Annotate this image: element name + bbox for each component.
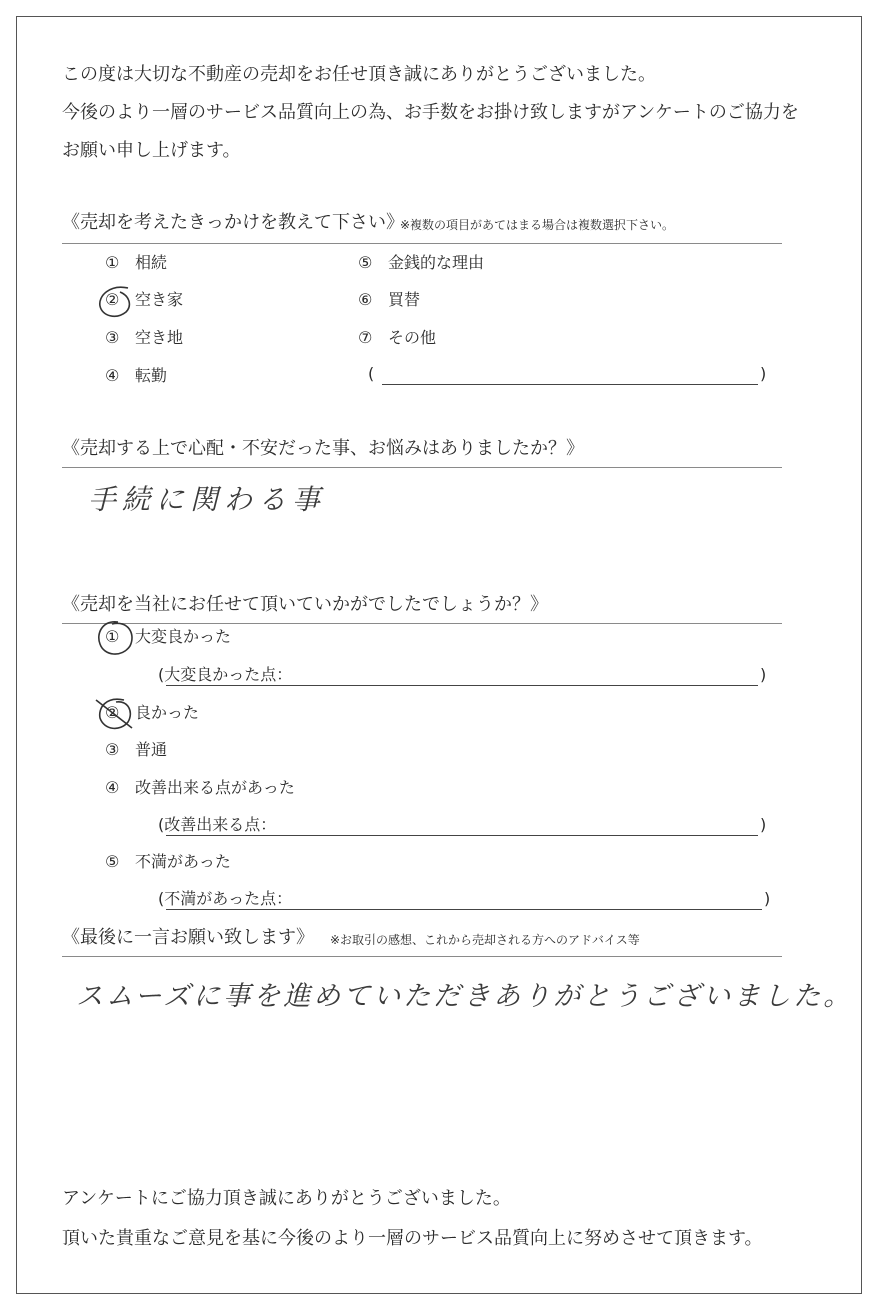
q3-rule: [62, 623, 782, 624]
q1-option-6[interactable]: ⑥ 買替: [358, 290, 421, 309]
q3-option-1-field[interactable]: [166, 685, 758, 686]
q1-title: 《売却を考えたきっかけを教えて下さい》: [62, 212, 404, 233]
outro-line-2: 頂いた貴重なご意見を基に今後のより一層のサービス品質向上に努めさせて頂きます。: [62, 1228, 763, 1249]
q3-option-1-detail: (大変良かった点：: [158, 665, 293, 684]
q2-rule: [62, 467, 782, 468]
q1-option-5[interactable]: ⑤ 金銭的な理由: [358, 253, 485, 272]
q1-other-close-paren: ): [760, 364, 767, 383]
intro-line-2: 今後のより一層のサービス品質向上の為、お手数をお掛け致しますがアンケートのご協力を: [62, 102, 799, 123]
q2-title: 《売却する上で心配・不安だった事、お悩みはありましたか？》: [62, 438, 584, 459]
q1-option-3[interactable]: ③ 空き地: [105, 328, 184, 347]
q3-option-5-field[interactable]: [166, 909, 762, 910]
q1-other-field[interactable]: [382, 384, 758, 385]
q1-option-1[interactable]: ① 相続: [105, 253, 168, 272]
intro-line-1: この度は大切な不動産の売却をお任せ頂き誠にありがとうございました。: [62, 64, 656, 85]
q1-option-2[interactable]: ② 空き家: [105, 290, 184, 309]
q1-other-open-paren: (: [368, 364, 375, 383]
outro-line-1: アンケートにご協力頂き誠にありがとうございました。: [62, 1188, 511, 1209]
q3-option-3[interactable]: ③ 普通: [105, 740, 168, 759]
q3-option-5-close: ): [764, 889, 771, 908]
q1-option-4[interactable]: ④ 転勤: [105, 366, 168, 385]
q4-note: ※お取引の感想、これから売却される方へのアドバイス等: [330, 933, 640, 947]
page-frame: [16, 16, 862, 1294]
q3-option-2[interactable]: ② 良かった: [105, 703, 200, 722]
q3-option-4[interactable]: ④ 改善出来る点があった: [105, 778, 295, 797]
q1-note: ※複数の項目があてはまる場合は複数選択下さい。: [400, 218, 675, 232]
q2-handwritten-answer: 手続に関わる事: [88, 483, 327, 516]
q3-option-1-close: ): [760, 665, 767, 684]
q3-title: 《売却を当社にお任せて頂いていかがでしたでしょうか？》: [62, 594, 548, 615]
q4-handwritten-answer: スムーズに事を進めていただきありがとうございました。: [76, 981, 854, 1012]
q3-option-4-field[interactable]: [166, 835, 758, 836]
intro-line-3: お願い申し上げます。: [62, 140, 241, 161]
q3-option-4-detail: (改善出来る点：: [158, 815, 277, 834]
q4-rule: [62, 956, 782, 957]
q3-option-4-close: ): [760, 815, 767, 834]
q1-rule: [62, 243, 782, 244]
q4-title: 《最後に一言お願い致します》: [62, 927, 314, 948]
q3-option-5[interactable]: ⑤ 不満があった: [105, 852, 231, 871]
q1-option-7[interactable]: ⑦ その他: [358, 328, 437, 347]
q3-option-1[interactable]: ① 大変良かった: [105, 627, 232, 646]
q3-option-5-detail: (不満があった点：: [158, 889, 293, 908]
